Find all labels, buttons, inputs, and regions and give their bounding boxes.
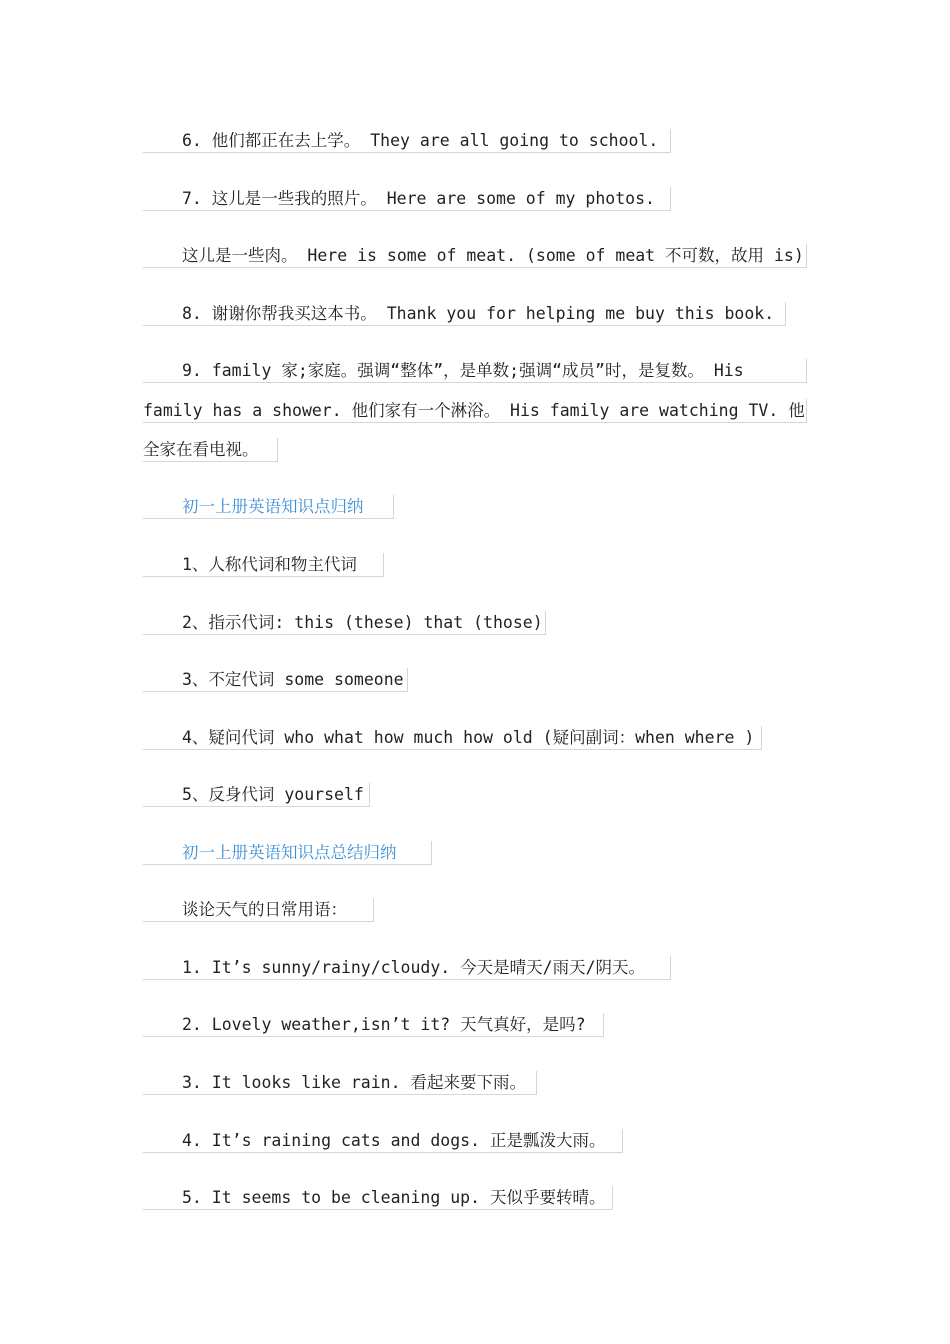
section-heading: 初一上册英语知识点归纳 bbox=[143, 495, 394, 519]
text-line: 1. It’s sunny/rainy/cloudy. 今天是晴天/雨天/阴天。 bbox=[143, 956, 671, 980]
text-line: 6. 他们都正在去上学。 They are all going to school. bbox=[143, 129, 671, 153]
text-line: 9. family 家;家庭。强调“整体”，是单数;强调“成员”时，是复数。 His bbox=[143, 359, 807, 383]
text-line: 全家在看电视。 bbox=[143, 438, 278, 462]
text-line: 3. It looks like rain. 看起来要下雨。 bbox=[143, 1071, 537, 1095]
text-line: family has a shower. 他们家有一个淋浴。 His family are watching TV. 他 bbox=[143, 399, 807, 423]
text-line: 3、不定代词 some someone bbox=[143, 668, 408, 692]
text-line: 5、反身代词 yourself bbox=[143, 783, 370, 807]
text-line: 谈论天气的日常用语： bbox=[143, 898, 374, 922]
text-line: 7. 这儿是一些我的照片。 Here are some of my photos. bbox=[143, 187, 671, 211]
text-line: 5. It seems to be cleaning up. 天似乎要转晴。 bbox=[143, 1186, 613, 1210]
text-line: 1、人称代词和物主代词 bbox=[143, 553, 384, 577]
text-line: 这儿是一些肉。 Here is some of meat. (some of meat 不可数，故用 is) bbox=[143, 244, 807, 268]
text-line: 4. It’s raining cats and dogs. 正是瓢泼大雨。 bbox=[143, 1129, 623, 1153]
text-line: 8. 谢谢你帮我买这本书。 Thank you for helping me buy this book. bbox=[143, 302, 786, 326]
section-heading: 初一上册英语知识点总结归纳 bbox=[143, 841, 432, 865]
text-line: 2. Lovely weather,isn’t it? 天气真好，是吗? bbox=[143, 1013, 604, 1037]
text-line: 2、指示代词: this (these) that (those) bbox=[143, 611, 546, 635]
text-line: 4、疑问代词 who what how much how old (疑问副词：when where ) bbox=[143, 726, 762, 750]
